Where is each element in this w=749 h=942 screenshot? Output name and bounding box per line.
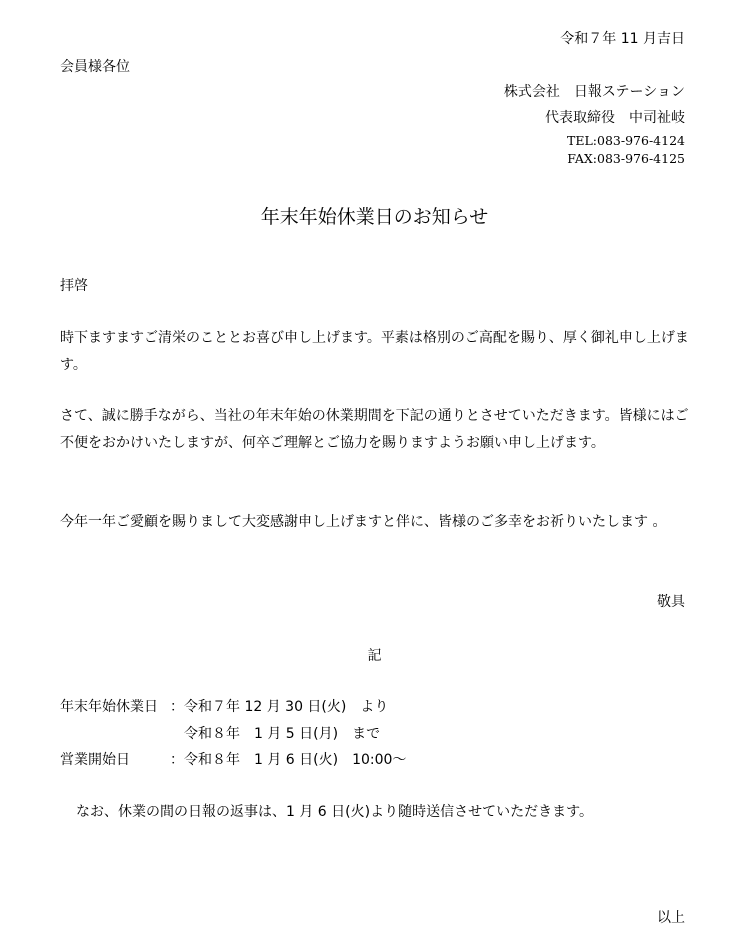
schedule-label — [60, 727, 170, 741]
schedule-value: 令和７年 12 月 30 日(火) より — [184, 699, 389, 715]
schedule-row — [60, 727, 380, 741]
paragraph-1: 時下ますますご清栄のこととお喜び申し上げます。平素は格別のご高配を賜り、厚く御礼申し上げます。 — [60, 330, 689, 373]
representative: 代表取締役 中司祉岐 — [545, 110, 685, 126]
addressee: 会員様各位 — [60, 59, 130, 75]
schedule-colon: ： — [170, 699, 184, 715]
paragraph-2: さて、誠に勝手ながら、当社の年末年始の休業期間を下記の通りとさせていただきます。皆様にはご不便をおかけいたしますが、何卒ご理解とご協力を賜りますようお願い申し上げます。 — [60, 408, 689, 451]
ki-heading: 記 — [367, 648, 382, 664]
note: なお、休業の間の日報の返事は、1 月 6 日(火)より随時送信させていただきます。 — [76, 804, 593, 820]
schedule-label: 営業開始日 — [60, 752, 130, 768]
paragraph-3: 今年一年ご愛顧を賜りまして大変感謝申し上げますと伴に、皆様のご多幸をお祈りいたします 。 — [60, 514, 667, 530]
schedule-colon — [170, 727, 184, 741]
tel-number: TEL:083-976-4124 — [567, 133, 685, 148]
issue-date: 令和７年 11 月吉日 — [560, 31, 685, 47]
schedule-row — [60, 753, 406, 767]
document-title: 年末年始休業日のお知らせ — [260, 206, 489, 228]
schedule-label: 年末年始休業日 — [60, 699, 158, 715]
schedule-value: 令和８年 1 月 5 日(月) まで — [184, 726, 381, 742]
schedule-row — [60, 700, 388, 714]
company-name: 株式会社 日報ステーション — [503, 84, 685, 100]
greeting: 拝啓 — [60, 278, 88, 294]
closing-ijo: 以上 — [657, 910, 685, 926]
schedule-value: 令和８年 1 月 6 日(火) 10:00～ — [184, 752, 407, 768]
fax-number: FAX:083-976-4125 — [567, 151, 685, 166]
closing-keigu: 敬具 — [657, 594, 685, 610]
schedule-colon: ： — [170, 752, 184, 768]
